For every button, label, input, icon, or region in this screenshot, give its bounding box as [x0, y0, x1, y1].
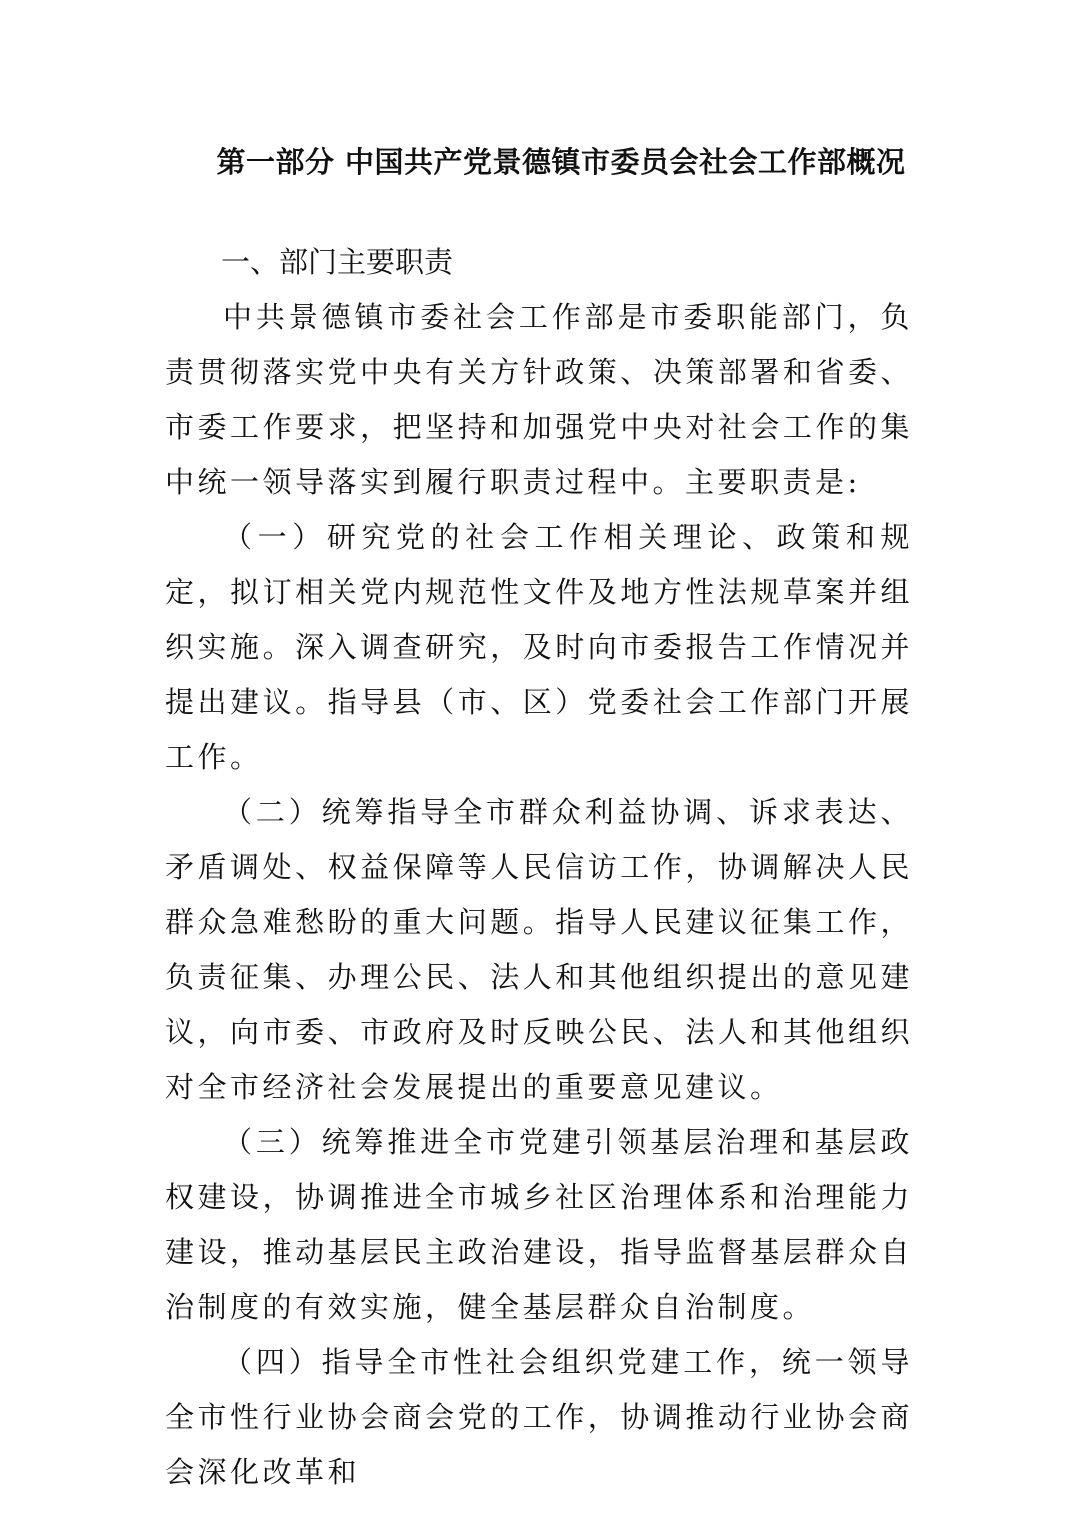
body-text [165, 290, 913, 1500]
paragraph-intro: 中共景德镇市委社会工作部是市委职能部门，负责贯彻落实党中央有关方针政策、决策部署和省委、市委工作要求，把坚持和加强党中央对社会工作的集中统一领导落实到履行职责过程中。主要职责是: [165, 300, 913, 499]
document-title: 第一部分 中国共产党景德镇市委员会社会工作部概况 [216, 145, 906, 179]
paragraph-duty-2: （二）统筹指导全市群众利益协调、诉求表达、矛盾调处、权益保障等人民信访工作，协调解决人民群众急难愁盼的重大问题。指导人民建议征集工作，负责征集、办理公民、法人和其他组织提出的意见建议，向市委、市政府及时反映公民、法人和其他组织对全市经济社会发展提出的重要意见建议。 [165, 795, 913, 1104]
paragraph-duty-1: （一）研究党的社会工作相关理论、政策和规定，拟订相关党内规范性文件及地方性法规草案并组织实施。深入调查研究，及时向市委报告工作情况并提出建议。指导县（市、区）党委社会工作部门开展工作。 [165, 520, 913, 774]
paragraph-duty-3: （三）统筹推进全市党建引领基层治理和基层政权建设，协调推进全市城乡社区治理体系和治理能力建设，推动基层民主政治建设，指导监督基层群众自治制度的有效实施，健全基层群众自治制度。 [165, 1125, 913, 1324]
section-heading: 一、部门主要职责 [221, 245, 454, 279]
paragraph-duty-4: （四）指导全市性社会组织党建工作，统一领导全市性行业协会商会党的工作，协调推动行业协会商会深化改革和 [165, 1345, 913, 1489]
